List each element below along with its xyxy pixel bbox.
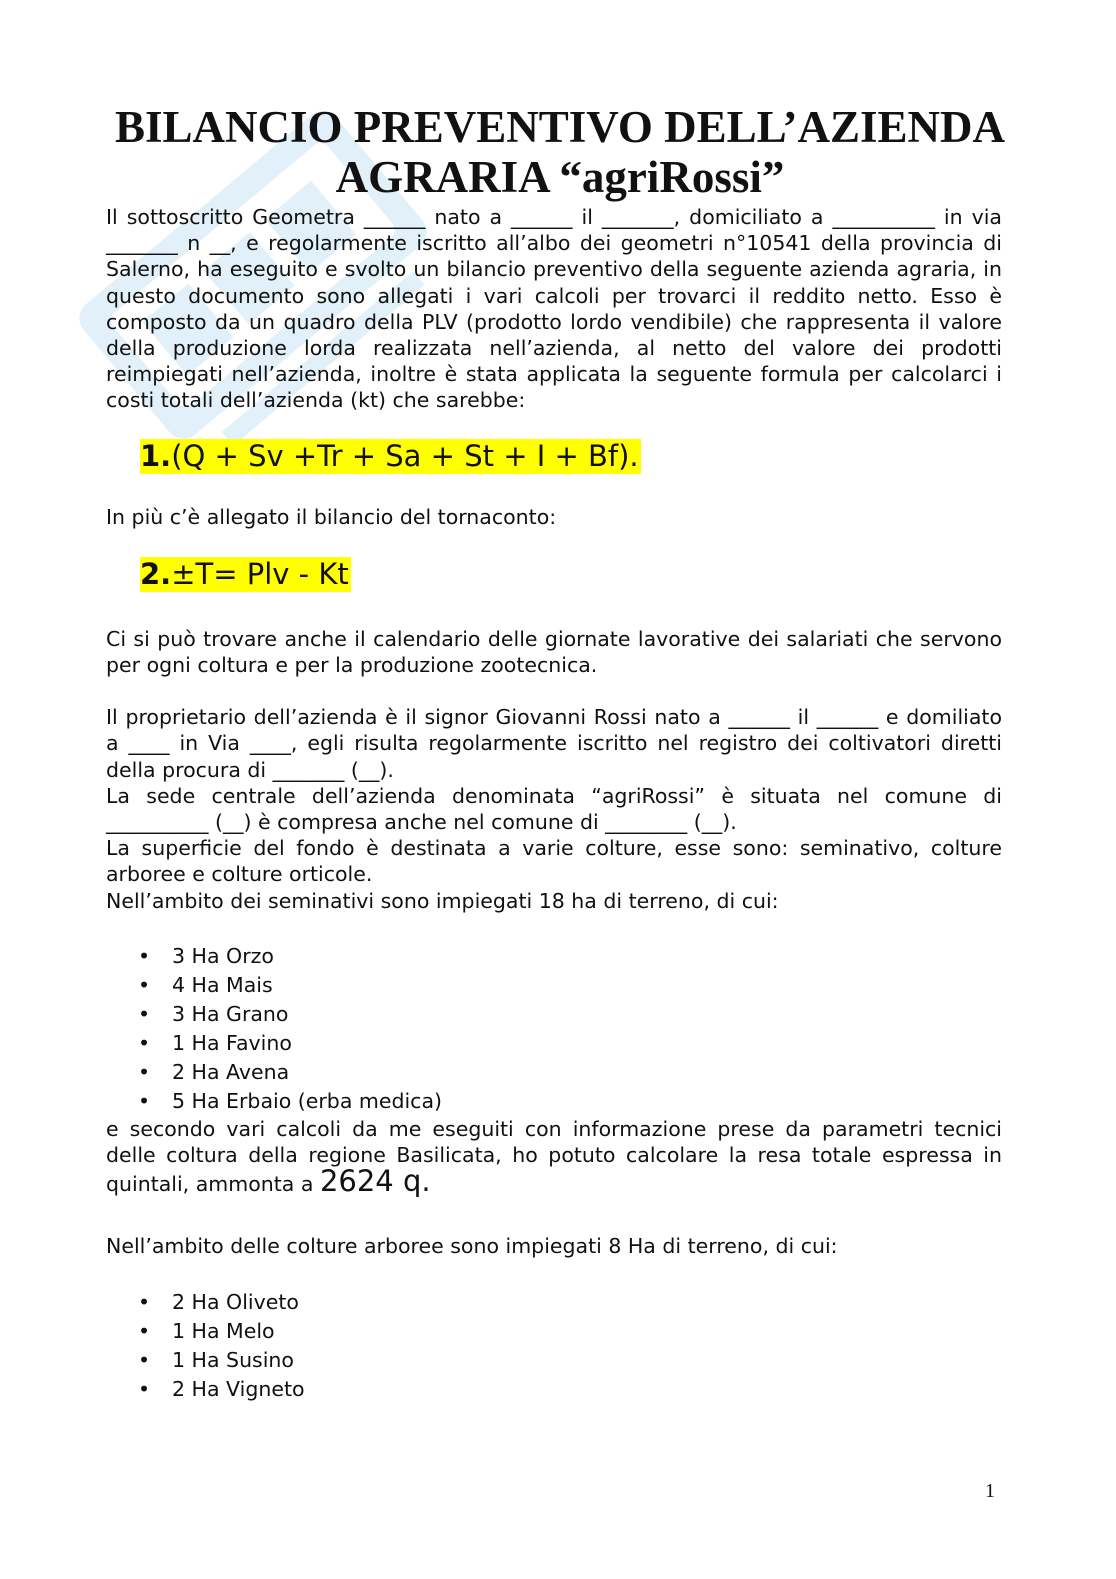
list-item: • 5 Ha Erbaio (erba medica) <box>106 1087 1002 1116</box>
list-item: • 3 Ha Grano <box>106 1000 1002 1029</box>
title-line-1: BILANCIO PREVENTIVO DELL’AZIENDA <box>114 102 1006 152</box>
page-number: 1 <box>985 1480 995 1502</box>
list-item: • 2 Ha Vigneto <box>106 1375 1002 1404</box>
formula-1 <box>140 436 1002 476</box>
list-item: • 3 Ha Orzo <box>106 942 1002 971</box>
document-body <box>106 204 1002 1404</box>
document-title <box>60 102 1060 202</box>
seminativi-list <box>106 942 1002 1116</box>
formula-2-highlight <box>140 557 351 592</box>
arboree-list <box>106 1288 1002 1404</box>
resa-text: e secondo vari calcoli da me eseguiti con informazione prese da parametri tecnici delle coltura della regione Basilicata, ho potuto calcolare la resa totale espressa in quintali, ammonta a <box>106 1116 1002 1197</box>
calendar-paragraph: Ci si può trovare anche il calendario delle giornate lavorative dei salariati che servono per ogni coltura e per la produzione zootecnica. <box>106 626 1002 678</box>
arboree-intro: Nell’ambito delle colture arboree sono impiegati 8 Ha di terreno, di cui: <box>106 1234 838 1259</box>
formula-1-text: (Q + Sv +Tr + Sa + St + I + Bf). <box>171 438 639 473</box>
seminativi-intro: Nell’ambito dei seminativi sono impiegati 18 ha di terreno, di cui: <box>106 888 779 913</box>
list-item: • 2 Ha Oliveto <box>106 1288 1002 1317</box>
title-line-2: AGRARIA “agriRossi” <box>335 152 785 202</box>
intro-paragraph: Il sottoscritto Geometra ______ nato a ______ il _______, domiciliato a __________ in via _______ n __, e regolarmente iscritto all’albo dei geometri n°10541 della provincia di Salerno, ha eseguito e svolto un bilancio preventivo della seguente azienda agraria, in questo documento sono allegati i vari calcoli per trovarci il reddito netto. Esso è composto da un quadro della PLV (prodotto lordo vendibile) che rappresenta il valore della produzione lorda realizzata nell’azienda, al netto del valore dei prodotti reimpiegati nell’azienda, inoltre è stata applicata la seguente formula per calcolarci i costi totali dell’azienda (kt) che sarebbe: <box>106 205 1002 413</box>
list-item: • 2 Ha Avena <box>106 1058 1002 1087</box>
formula-1-highlight <box>140 439 641 474</box>
surface-paragraph: La superficie del fondo è destinata a varie colture, esse sono: seminativo, colture arboree e colture orticole. <box>106 836 1002 887</box>
owner-paragraph: Il proprietario dell’azienda è il signor Giovanni Rossi nato a ______ il ______ e domiliato a ____ in Via ____, egli risulta regolarmente iscritto nel registro dei coltivatori diretti della procura di _______ (__). <box>106 705 1002 782</box>
formula-2-number: 2. <box>140 556 172 591</box>
formula-2-text: ±T= Plv - Kt <box>171 556 349 591</box>
formula-2 <box>140 554 1002 594</box>
list-item: • 1 Ha Favino <box>106 1029 1002 1058</box>
resa-value: 2624 q. <box>319 1164 431 1199</box>
seat-paragraph: La sede centrale dell’azienda denominata “agriRossi” è situata nel comune di __________ (__) è compresa anche nel comune di ________ (__). <box>106 783 1002 835</box>
list-item: • 4 Ha Mais <box>106 971 1002 1000</box>
list-item: • 1 Ha Melo <box>106 1317 1002 1346</box>
list-item: • 1 Ha Susino <box>106 1346 1002 1375</box>
formula-1-number: 1. <box>140 438 172 473</box>
tornaconto-paragraph: In più c’è allegato il bilancio del tornaconto: <box>106 504 557 529</box>
resa-paragraph <box>106 1116 1002 1198</box>
